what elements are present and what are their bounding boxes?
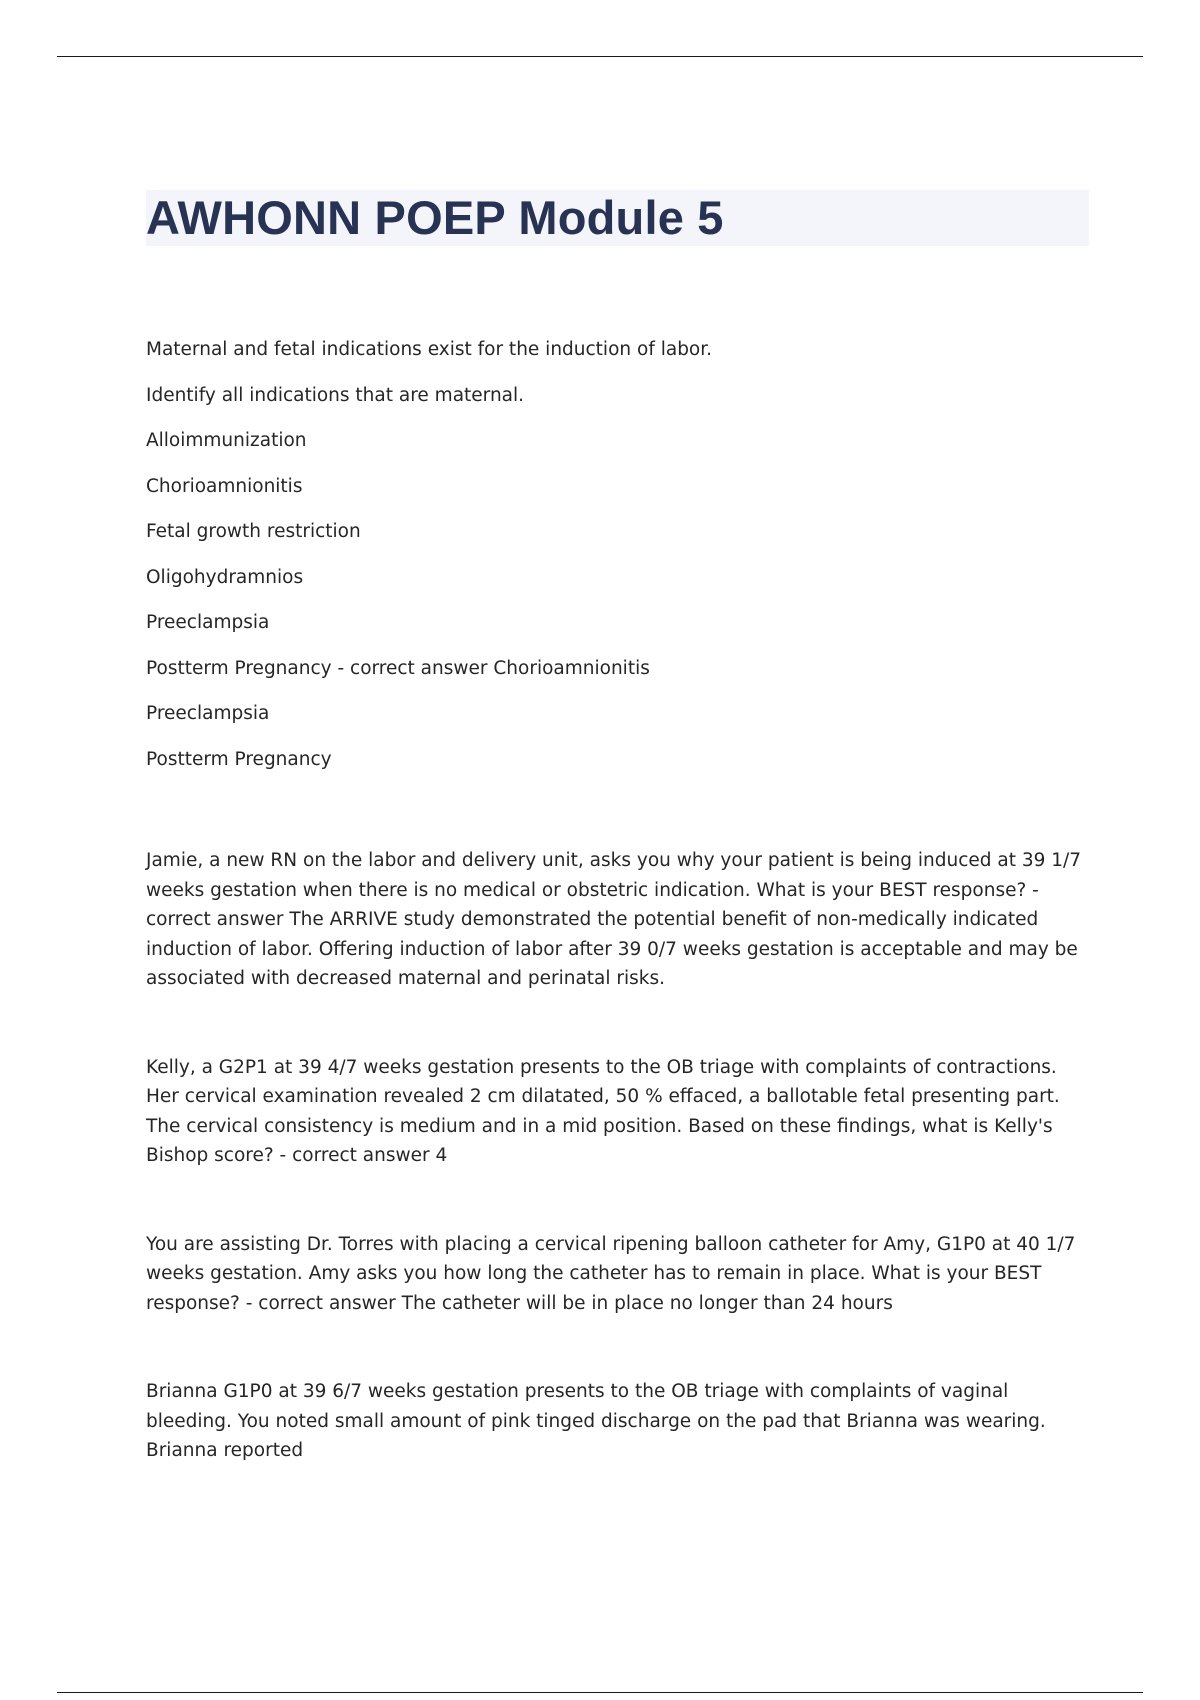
question-paragraph: Kelly, a G2P1 at 39 4/7 weeks gestation presents to the OB triage with complaints of contractions. Her cervical examination revealed 2 cm dilatated, 50 % effaced, a ballotable fetal presenting part. The cervical consistency is medium and in a mid position. Based on these findings, what is Kelly's Bishop score? - correct answer 4 [146,1056,1060,1166]
spacer [146,790,1094,846]
spacer [146,994,1094,1053]
bottom-rule [57,1692,1143,1693]
correct-answer-line: Preeclampsia [146,703,270,724]
answer-option: Oligohydramnios [146,566,304,588]
answer-option: Fetal growth restriction [146,521,361,542]
document-title: AWHONN POEP Module 5 [146,191,724,244]
top-rule [57,56,1143,57]
answer-option: Alloimmunization [146,430,307,451]
spacer [146,1318,1094,1377]
answer-option: Chorioamnionitis [146,475,303,497]
spacer [146,1171,1094,1230]
correct-answer-line: Postterm Pregnancy [146,748,332,770]
document-body [146,335,1094,1466]
question-instruction: Identify all indications that are maternal. [146,384,525,406]
question-paragraph: You are assisting Dr. Torres with placing a cervical ripening balloon catheter for Amy, G1P0 at 40 1/7 weeks gestation. Amy asks you how long the catheter has to remain in place. What is your BEST response? - correct answer The catheter will be in place no longer than 24 hours [146,1233,1076,1314]
question-paragraph: Jamie, a new RN on the labor and delivery unit, asks you why your patient is being induced at 39 1/7 weeks gestation when there is no medical or obstetric indication. What is your BEST response? - correct answer The ARRIVE study demonstrated the potential benefit of non-medically indicated induction of labor. Offering induction of labor after 39 0/7 weeks gestation is acceptable and may be associated with decreased maternal and perinatal risks. [146,850,1082,989]
question-paragraph: Brianna G1P0 at 39 6/7 weeks gestation presents to the OB triage with complaints of vaginal bleeding. You noted small amount of pink tinged discharge on the pad that Brianna was wearing. Brianna reported [146,1381,1046,1461]
question-stem: Maternal and fetal indications exist for the induction of labor. [146,339,713,360]
answer-option-with-correct-answer: Postterm Pregnancy - correct answer Chorioamnionitis [146,657,650,679]
answer-option: Preeclampsia [146,612,270,633]
